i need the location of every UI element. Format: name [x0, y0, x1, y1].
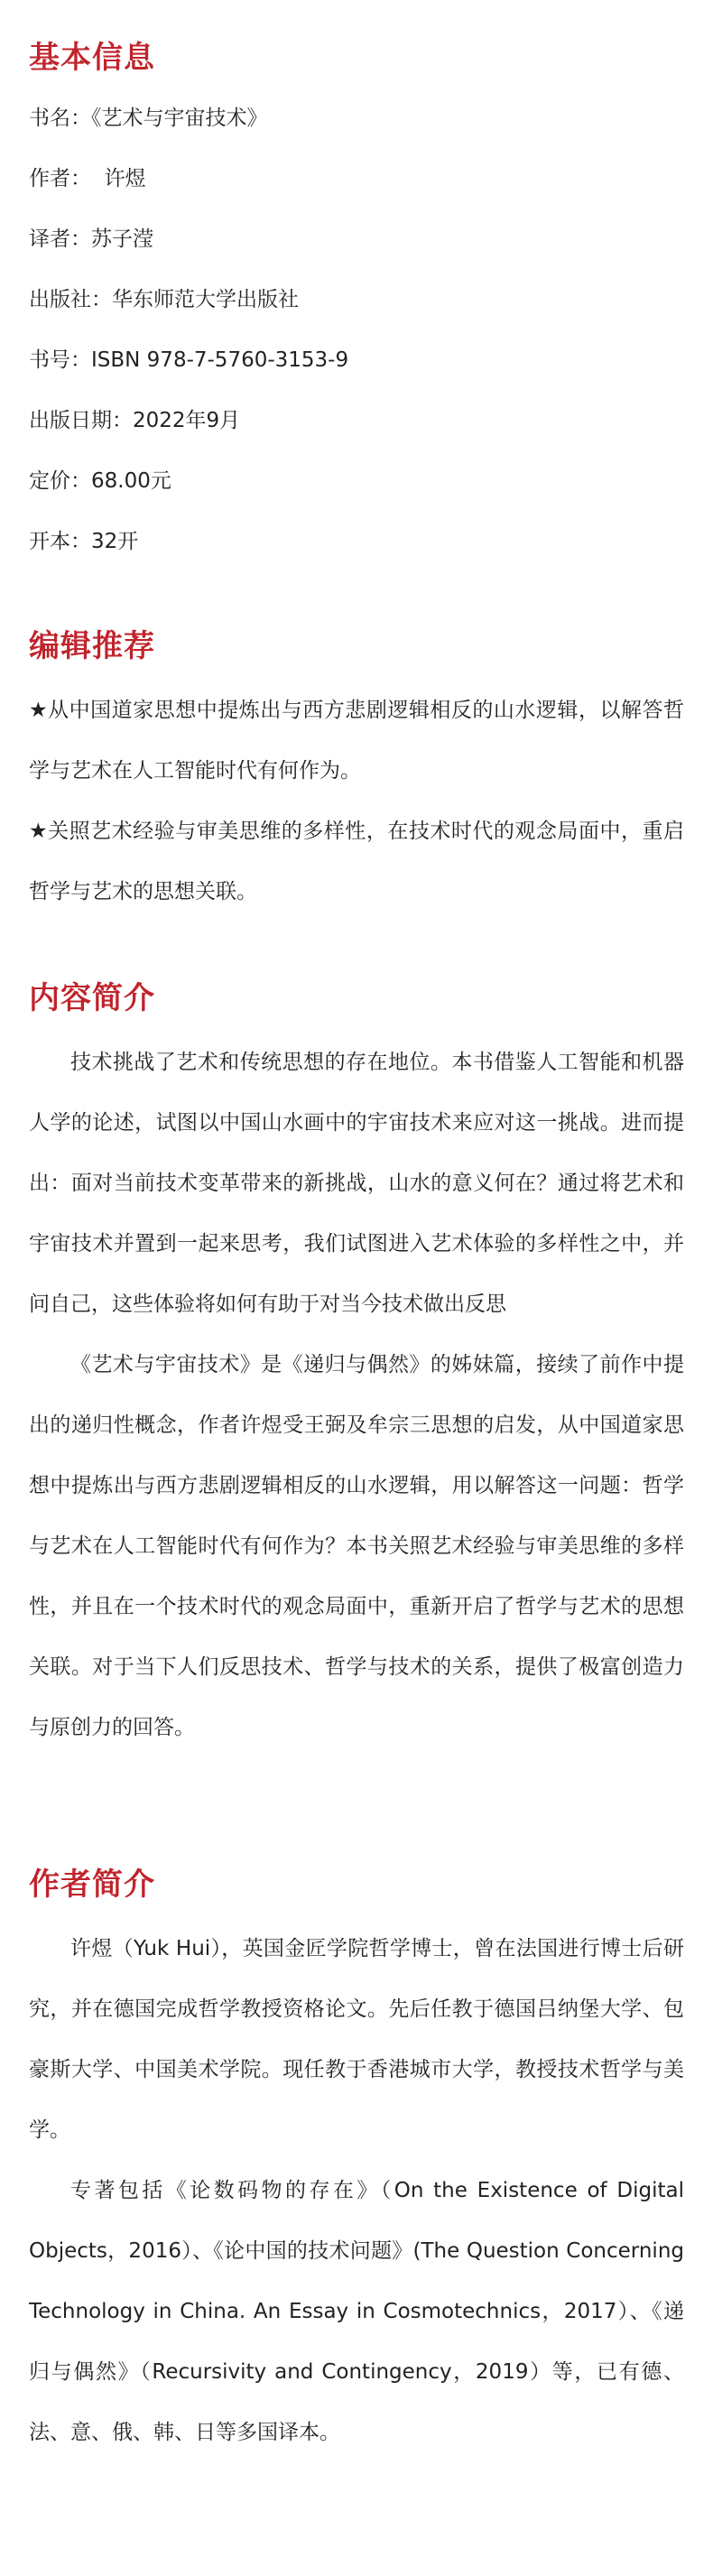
author-intro-heading: 作者简介 — [29, 1867, 155, 1903]
content-intro-heading: 内容简介 — [29, 980, 155, 1016]
price-line: 定价：68.00元 — [29, 469, 171, 493]
recommendation-paragraph: ★关照艺术经验与审美思维的多样性，在技术时代的观念局面中，重启哲学与艺术的思想关联。 — [29, 820, 684, 903]
author-line: 作者： 许煜 — [29, 167, 146, 190]
editor-recommendation-heading: 编辑推荐 — [29, 628, 155, 664]
isbn-line: 书号：ISBN 978-7-5760-3153-9 — [29, 348, 349, 372]
publisher-line: 出版社：华东师范大学出版社 — [29, 288, 299, 311]
author-paragraph: 专著包括《论数码物的存在》（On the Existence of Digital Objects，2016）、《论中国的技术问题》(The Question Concerning Technology in China. An Essay in Cosmotechnics，2017）、《递归与偶然》（Recursivity and Contingency，2019）等，已有德、法、意、俄、韩、日等多国译本。 — [29, 2179, 684, 2444]
author-paragraph: 许煜（Yuk Hui），英国金匠学院哲学博士，曾在法国进行博士后研究，并在德国完成哲学教授资格论文。先后任教于德国吕纳堡大学、包豪斯大学、中国美术学院。现任教于香港城市大学，教授技术哲学与美学。 — [29, 1937, 684, 2142]
editor-recommendation-section — [29, 572, 684, 922]
publish-date-line: 出版日期：2022年9月 — [29, 409, 241, 432]
basic-info-section — [29, 0, 684, 572]
author-intro-section — [29, 1758, 684, 2463]
format-line: 开本：32开 — [29, 530, 139, 553]
translator-line: 译者：苏子滢 — [29, 227, 153, 251]
content-intro-section — [29, 922, 684, 1758]
recommendation-paragraph: ★从中国道家思想中提炼出与西方悲剧逻辑相反的山水逻辑，以解答哲学与艺术在人工智能时代有何作为。 — [29, 699, 684, 783]
basic-info-heading: 基本信息 — [29, 40, 155, 76]
content-paragraph: 《艺术与宇宙技术》是《递归与偶然》的姊妹篇，接续了前作中提出的递归性概念，作者许煜受王弼及牟宗三思想的启发，从中国道家思想中提炼出与西方悲剧逻辑相反的山水逻辑，用以解答这一问题：哲学与艺术在人工智能时代有何作为？本书关照艺术经验与审美思维的多样性，并且在一个技术时代的观念局面中，重新开启了哲学与艺术的思想关联。对于当下人们反思技术、哲学与技术的关系，提供了极富创造力与原创力的回答。 — [29, 1353, 684, 1739]
book-title-line: 书名：《艺术与宇宙技术》 — [29, 107, 268, 130]
content-paragraph: 技术挑战了艺术和传统思想的存在地位。本书借鉴人工智能和机器人学的论述，试图以中国山水画中的宇宙技术来应对这一挑战。进而提出：面对当前技术变革带来的新挑战，山水的意义何在？通过将艺术和宇宙技术并置到一起来思考，我们试图进入艺术体验的多样性之中，并问自己，这些体验将如何有助于对当今技术做出反思 — [29, 1051, 684, 1316]
